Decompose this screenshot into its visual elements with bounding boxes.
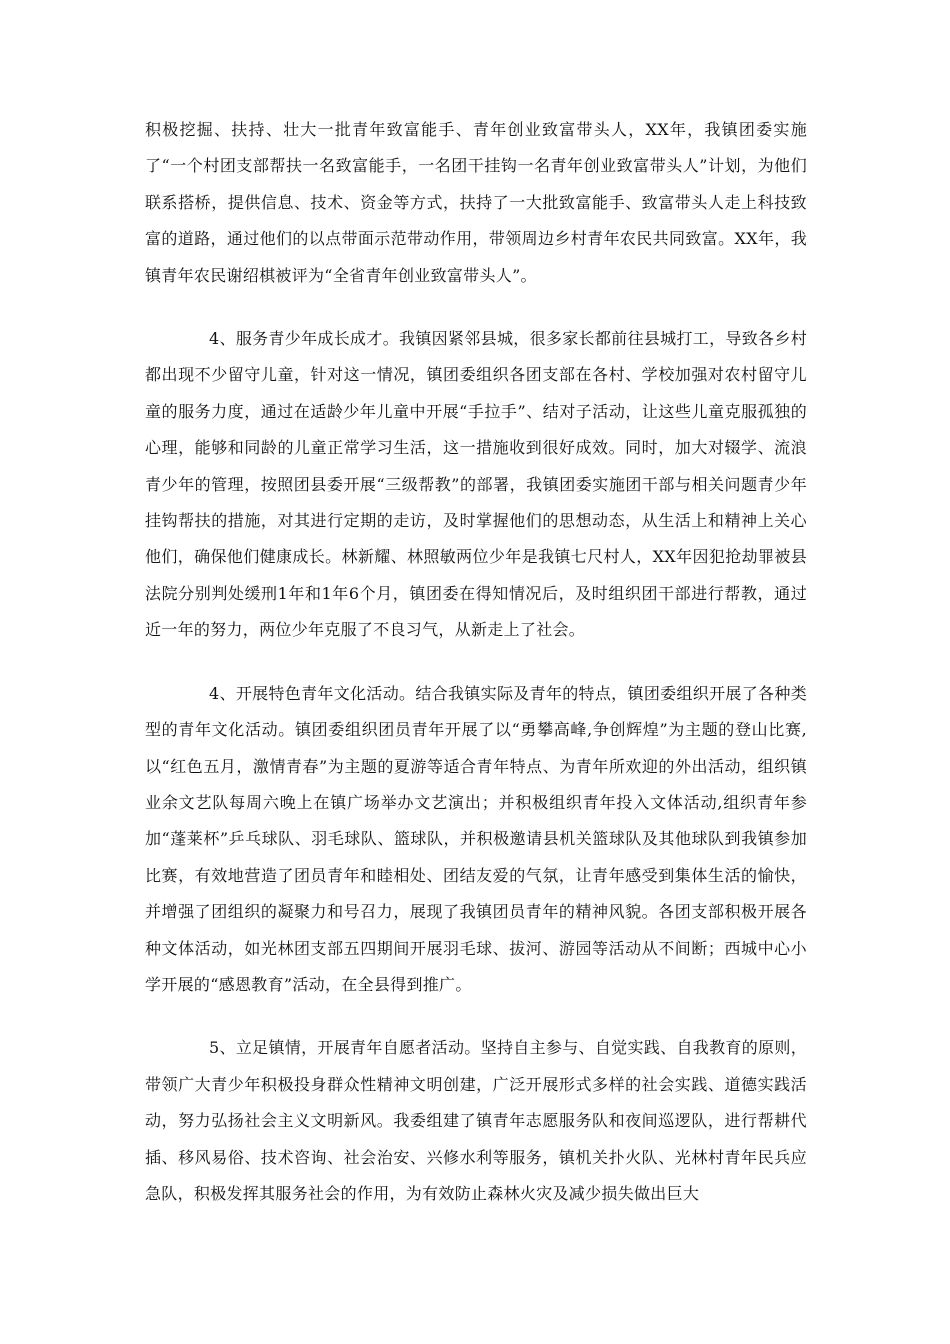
paragraph-volunteer: 5、立足镇情，开展青年自愿者活动。坚持自主参与、自觉实践、自我教育的原则，带领广大青少年积极投身群众性精神文明创建，广泛开展形式多样的社会实践、道德实践活动，努力弘扬社会主义文明新风。我委组建了镇青年志愿服务队和夜间巡逻队，进行帮耕代插、移风易俗、技术咨询、社会治安、兴修水利等服务，镇机关扑火队、光林村青年民兵应急队，积极发挥其服务社会的作用，为有效防止森林火灾及减少损失做出巨大 xyxy=(145,1038,807,1203)
paragraph-youth-culture: 4、开展特色青年文化活动。结合我镇实际及青年的特点，镇团委组织开展了各种类型的青年文化活动。镇团委组织团员青年开展了以“勇攀高峰,争创辉煌”为主题的登山比赛,以“红色五月，激情青春”为主题的夏游等适合青年特点、为青年所欢迎的外出活动，组织镇业余文艺队每周六晚上在镇广场举办文艺演出；并积极组织青年投入文体活动,组织青年参加“蓬莱杯”乒乓球队、羽毛球队、篮球队，并积极邀请县机关篮球队及其他球队到我镇参加比赛，有效地营造了团员青年和睦相处、团结友爱的气氛，让青年感受到集体生活的愉快，并增强了团组织的凝聚力和号召力，展现了我镇团员青年的精神风貌。各团支部积极开展各种文体活动，如光林团支部五四期间开展羽毛球、拔河、游园等活动从不间断；西城中心小学开展的“感恩教育”活动，在全县得到推广。 xyxy=(145,683,807,994)
document-body xyxy=(145,112,807,1212)
paragraph-continued: 积极挖掘、扶持、壮大一批青年致富能手、青年创业致富带头人，XX年，我镇团委实施了“一个村团支部帮扶一名致富能手，一名团干挂钩一名青年创业致富带头人”计划，为他们联系搭桥，提供信息、技术、资金等方式，扶持了一大批致富能手、致富带头人走上科技致富的道路，通过他们的以点带面示范带动作用，带领周边乡村青年农民共同致富。XX年，我镇青年农民谢绍棋被评为“全省青年创业致富带头人”。 xyxy=(145,120,807,285)
paragraph-youth-growth: 4、服务青少年成长成才。我镇因紧邻县城，很多家长都前往县城打工，导致各乡村都出现不少留守儿童，针对这一情况，镇团委组织各团支部在各村、学校加强对农村留守儿童的服务力度，通过在适龄少年儿童中开展“手拉手”、结对子活动，让这些儿童克服孤独的心理，能够和同龄的儿童正常学习生活，这一措施收到很好成效。同时，加大对辍学、流浪青少年的管理，按照团县委开展“三级帮教”的部署，我镇团委实施团干部与相关问题青少年挂钩帮扶的措施，对其进行定期的走访，及时掌握他们的思想动态，从生活上和精神上关心他们，确保他们健康成长。林新耀、林照敏两位少年是我镇七尺村人，XX年因犯抢劫罪被县法院分别判处缓刑1年和1年6个月，镇团委在得知情况后，及时组织团干部进行帮教，通过近一年的努力，两位少年克服了不良习气，从新走上了社会。 xyxy=(145,329,807,640)
